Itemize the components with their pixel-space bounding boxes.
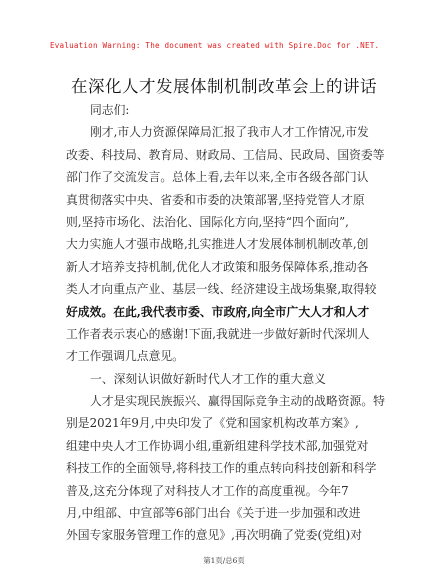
paragraph-line: 新人才培养支持机制,优化人才政策和服务保障体系,推动各 bbox=[66, 259, 369, 274]
document-title: 在深化人才发展体制机制改革会上的讲话 bbox=[71, 77, 377, 96]
paragraph-line: 外国专家服务管理工作的意见》,再次明确了党委(党组)对 bbox=[66, 528, 363, 543]
paragraph-line: 组建中央人才工作协调小组,重新组建科学技术部,加强党对 bbox=[66, 438, 369, 453]
paragraph-line: 普及,这充分体现了对科技人才工作的高度重视。今年7 bbox=[66, 483, 349, 498]
paragraph-line: 才工作强调几点意见。 bbox=[66, 349, 184, 364]
evaluation-warning: Evaluation Warning: The document was created with Spire.Doc for .NET. bbox=[50, 41, 380, 50]
paragraph-line: 部门作了交流发言。总体上看,去年以来,全市各级各部门认 bbox=[66, 170, 369, 185]
paragraph-line: 则,坚持市场化、法治化、国际化方向,坚持“四个面向”, bbox=[66, 214, 349, 229]
paragraph-line-bold: 好成效。在此,我代表市委、市政府,向全市广大人才和人才 bbox=[66, 304, 370, 319]
paragraph-line: 月,中组部、中宣部等6部门出台《关于进一步加强和改进 bbox=[66, 506, 361, 521]
document-body bbox=[66, 99, 386, 547]
paragraph-line: 真贯彻落实中央、省委和市委的决策部署,坚持党管人才原 bbox=[66, 192, 365, 207]
paragraph-line: 科技工作的全面领导,将科技工作的重点转向科技创新和科学 bbox=[66, 461, 377, 476]
section-heading: 一、深刻认识做好新时代人才工作的重大意义 bbox=[90, 371, 326, 386]
paragraph-line: 大力实施人才强市战略,扎实推进人才发展体制机制改革,创 bbox=[66, 237, 369, 252]
paragraph-line: 改委、科技局、教育局、财政局、工信局、民政局、国资委等 bbox=[66, 147, 385, 162]
paragraph-line: 别是2021年9月,中央印发了《党和国家机构改革方案》, bbox=[66, 416, 359, 431]
salutation: 同志们: bbox=[90, 103, 130, 117]
paragraph-line: 类人才向重点产业、基层一线、经济建设主战场集聚,取得较 bbox=[66, 282, 377, 297]
page-footer: 第1页/总6页 bbox=[203, 556, 245, 565]
paragraph-line: 工作者表示衷心的感谢!下面,我就进一步做好新时代深圳人 bbox=[66, 326, 370, 341]
paragraph-line: 人才是实现民族振兴、赢得国际竞争主动的战略资源。特 bbox=[90, 394, 385, 409]
paragraph-line: 刚才,市人力资源保障局汇报了我市人才工作情况,市发 bbox=[90, 125, 369, 140]
